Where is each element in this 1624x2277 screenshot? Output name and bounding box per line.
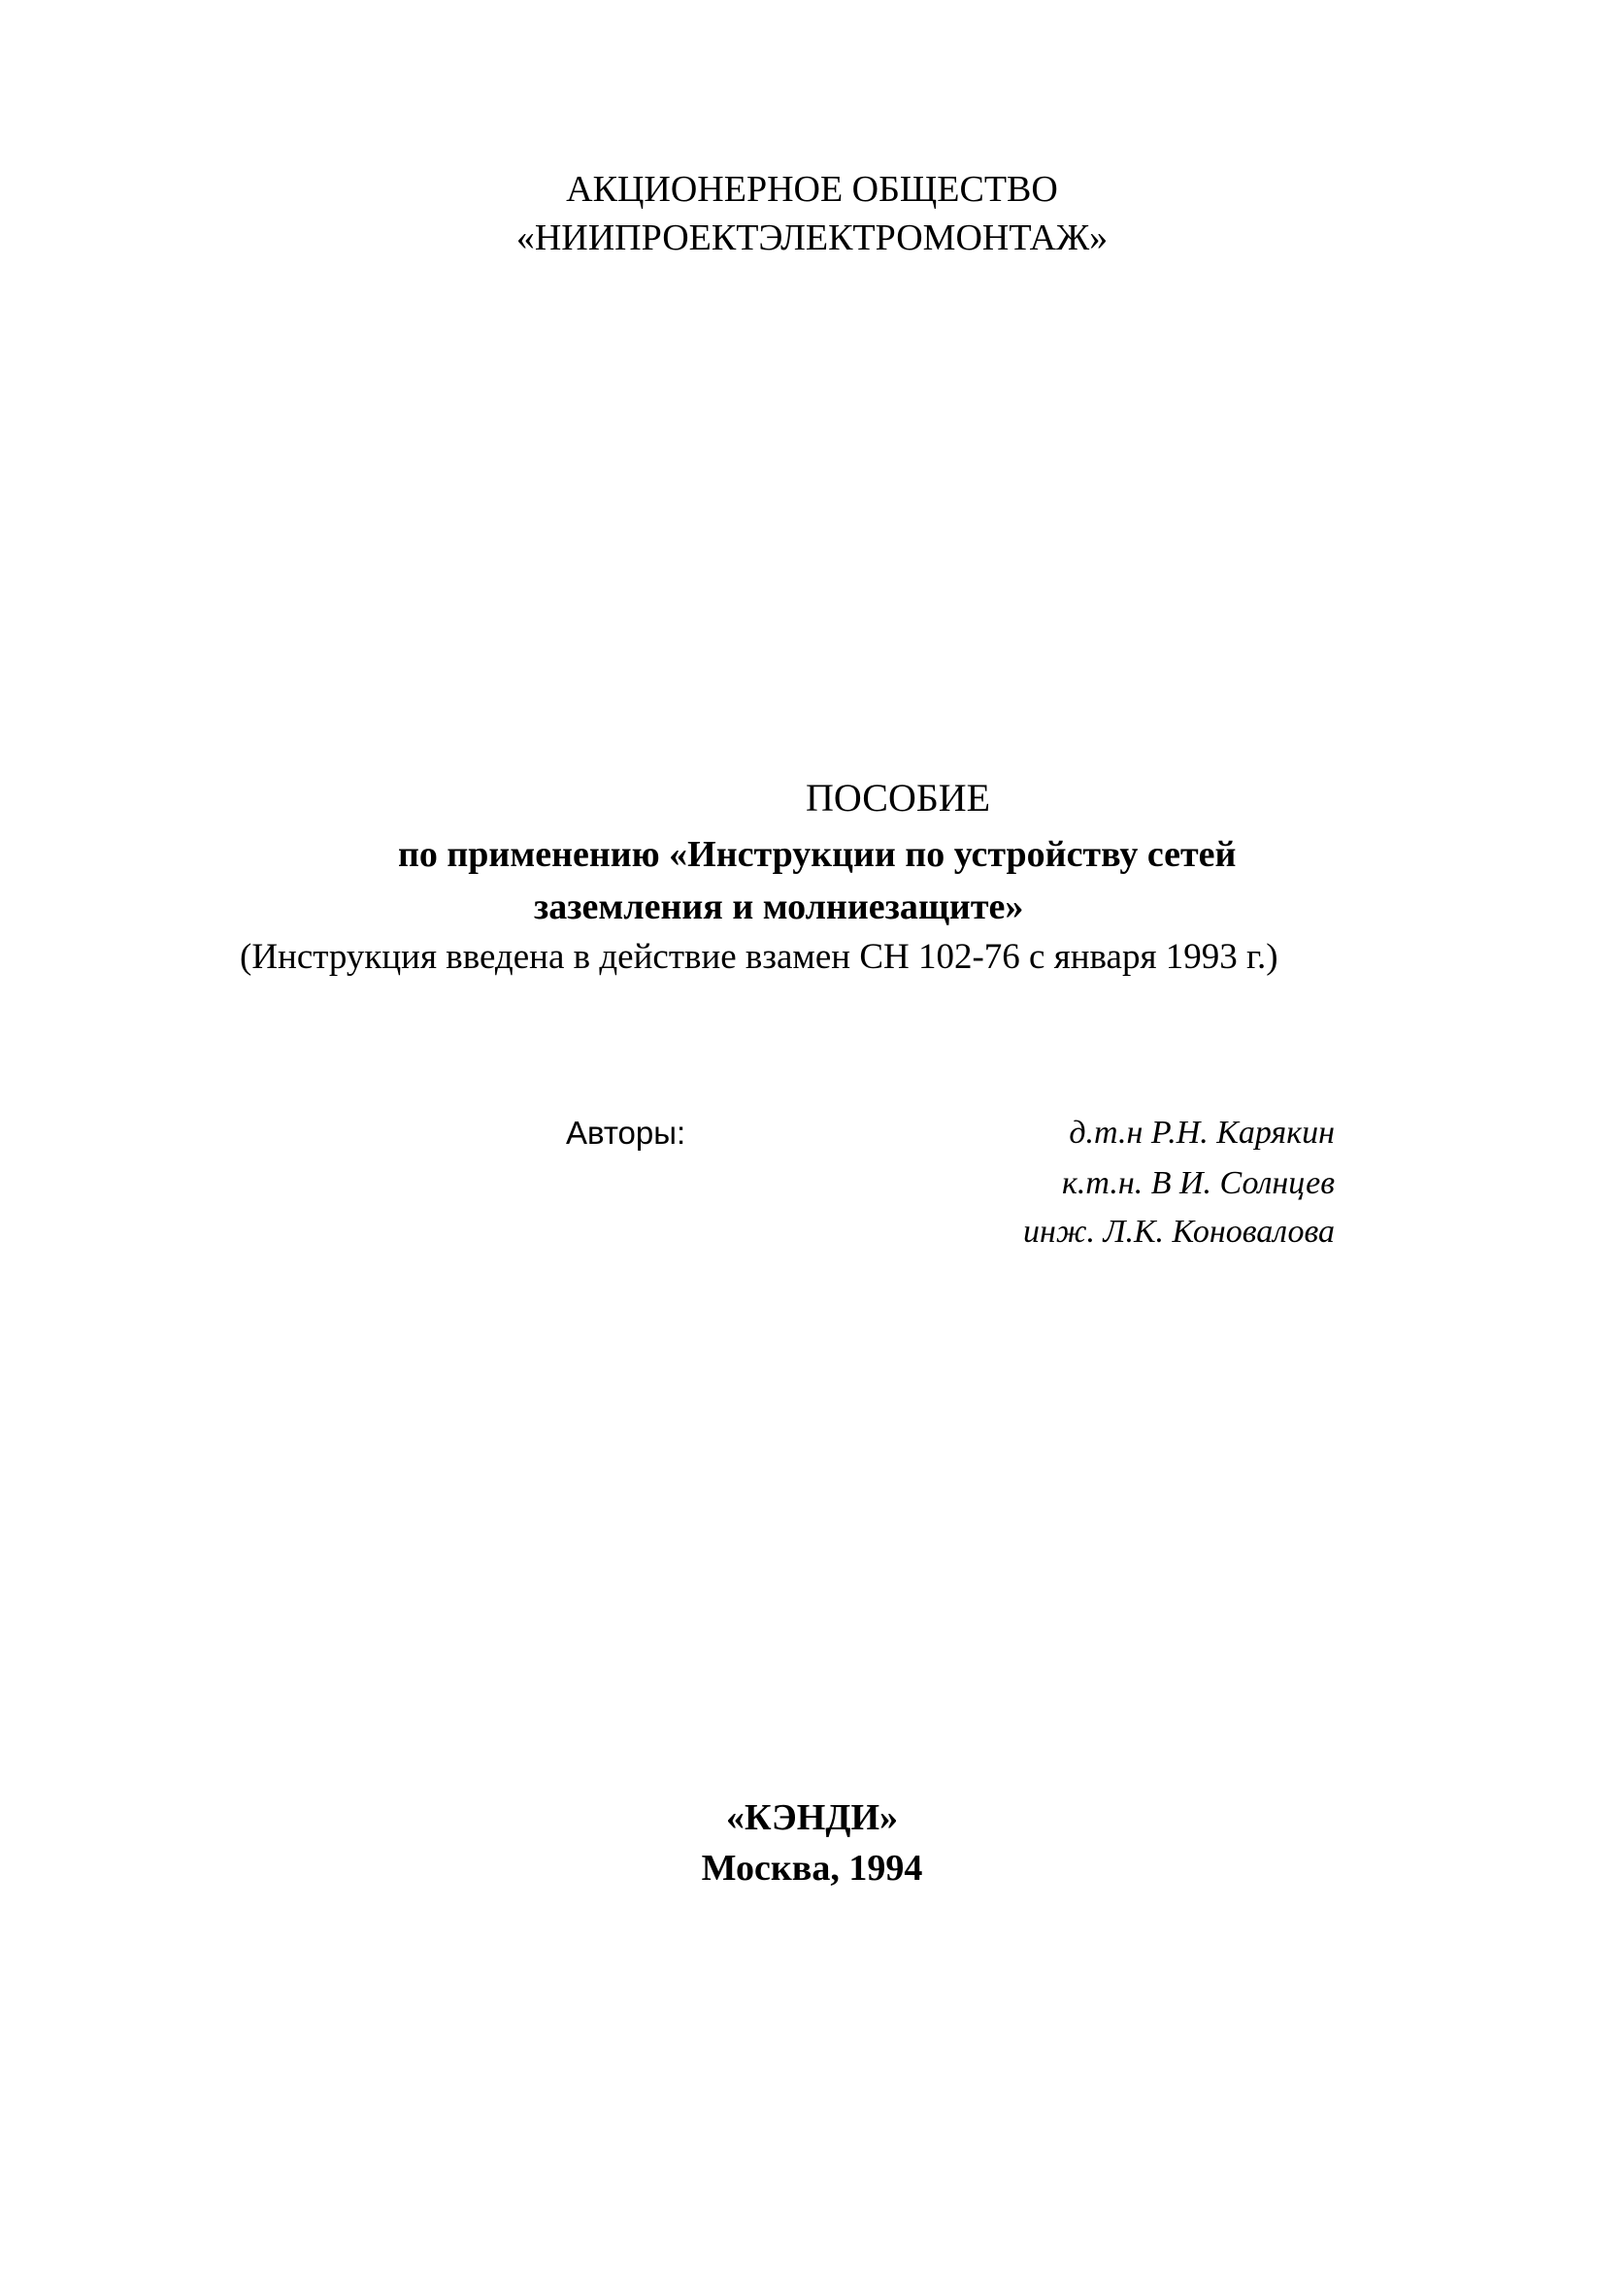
document-note: (Инструкция введена в действие взамен СН 102-76 с января 1993 г.)	[240, 937, 1278, 977]
document-subtitle-line-2: заземления и молниезащите»	[534, 887, 1024, 927]
publication-place-year: Москва, 1994	[701, 1848, 923, 1889]
document-subtitle-line-1: по применению «Инструкции по устройству сетей	[398, 834, 1237, 875]
author-name: инж. Л.К. Коновалова	[1022, 1214, 1335, 1250]
author-name: д.т.н Р.Н. Карякин	[1069, 1115, 1335, 1151]
author-name: к.т.н. В И. Солнцев	[1061, 1165, 1335, 1201]
authors-label: Авторы:	[566, 1115, 686, 1151]
organization-name-line-1: АКЦИОНЕРНОЕ ОБЩЕСТВО	[566, 169, 1058, 210]
document-title: ПОСОБИЕ	[806, 776, 991, 820]
publisher-name: «КЭНДИ»	[725, 1797, 899, 1838]
organization-name-line-2: «НИИПРОЕКТЭЛЕКТРОМОНТАЖ»	[515, 218, 1109, 258]
